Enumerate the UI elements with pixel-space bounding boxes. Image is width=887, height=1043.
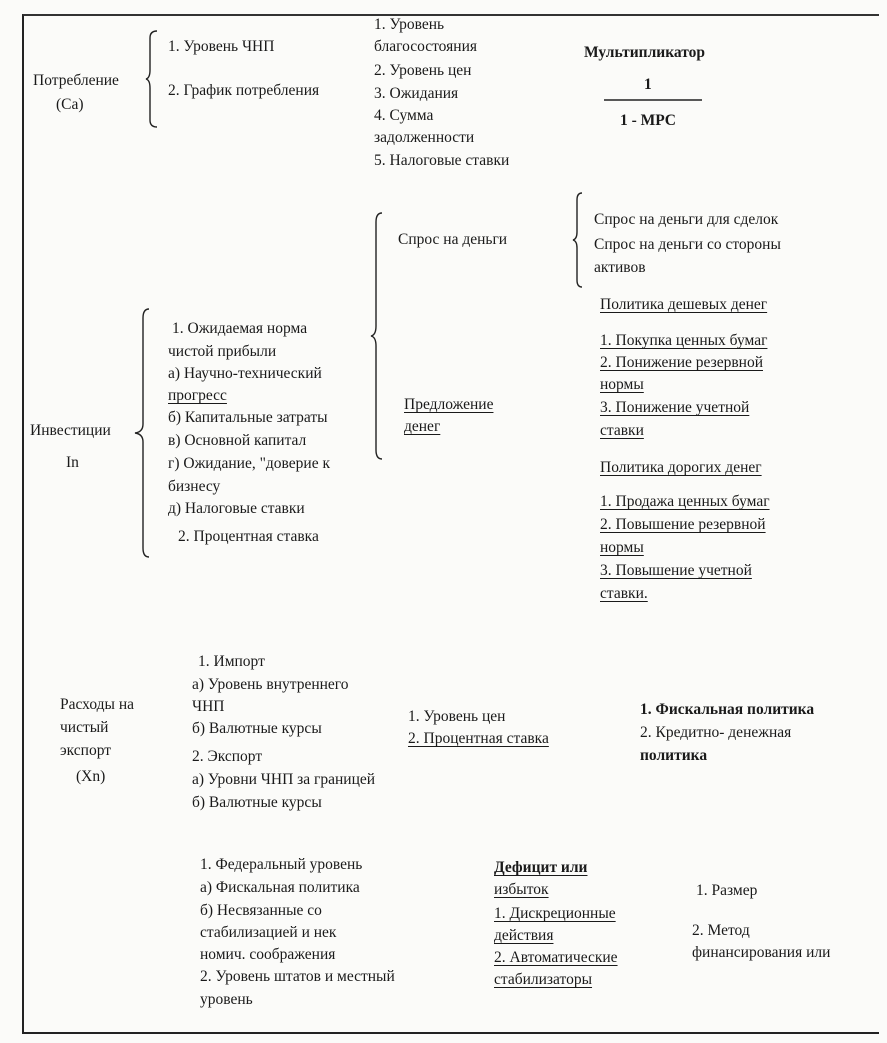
investment-factor: бизнесу <box>168 478 221 495</box>
investment-symbol: In <box>66 454 79 471</box>
government-factor: б) Несвязанные со <box>200 902 322 919</box>
investment-factor: д) Налоговые ставки <box>168 500 305 517</box>
money-demand: Спрос на деньги <box>398 231 508 248</box>
government-factor: 1. Федеральный уровень <box>200 856 363 873</box>
net-exports-middle: 1. Уровень цен <box>408 708 506 725</box>
consumption-determinant: 3. Ожидания <box>374 85 459 102</box>
dear-money-item: 3. Повышение учетной <box>600 562 752 579</box>
government-factor: 2. Уровень штатов и местный <box>200 968 395 985</box>
consumption-determinant: задолженности <box>374 129 475 146</box>
investment-factor: 2. Процентная ставка <box>178 528 319 545</box>
consumption-symbol: (Ca) <box>56 96 84 113</box>
investment-factor: чистой прибыли <box>168 343 277 360</box>
investment-factor: в) Основной капитал <box>168 432 307 449</box>
net-exports-policy: 2. Кредитно- денежная <box>640 724 792 741</box>
investment-brace <box>133 308 151 558</box>
net-exports-factor: 2. Экспорт <box>192 748 263 765</box>
deficit-item: Дефицит или <box>494 859 588 876</box>
investment-factor: б) Капитальные затраты <box>168 409 328 426</box>
dear-money-title: Политика дорогих денег <box>600 459 762 476</box>
dear-money-item: 2. Повышение резервной <box>600 516 766 533</box>
consumption-brace <box>145 30 159 128</box>
cheap-money-item: ставки <box>600 422 644 439</box>
money-demand-item: Спрос на деньги со стороны <box>594 236 781 253</box>
investment-factor: а) Научно-технический <box>168 365 322 382</box>
cheap-money-item: 3. Понижение учетной <box>600 399 750 416</box>
consumption-factor: 1. Уровень ЧНП <box>168 38 275 55</box>
investment-factor: 1. Ожидаемая норма <box>172 320 308 337</box>
deficit-item: стабилизаторы <box>494 971 593 988</box>
net-exports-label: экспорт <box>60 742 112 759</box>
government-factor: номич. соображения <box>200 946 336 963</box>
government-factor: уровень <box>200 991 253 1008</box>
net-exports-label: чистый <box>60 719 109 736</box>
investment-factor: г) Ожидание, "доверие к <box>168 455 330 472</box>
deficit-item: 2. Автоматические <box>494 949 618 966</box>
money-demand-brace <box>572 192 584 288</box>
cheap-money-item: 1. Покупка ценных бумаг <box>600 332 768 349</box>
government-right: 2. Метод <box>692 922 750 939</box>
money-demand-item: Спрос на деньги для сделок <box>594 211 779 228</box>
government-factor: а) Фискальная политика <box>200 879 360 896</box>
multiplier-title: Мультипликатор <box>584 44 706 61</box>
net-exports-middle: 2. Процентная ставка <box>408 730 549 747</box>
cheap-money-title: Политика дешевых денег <box>600 296 768 313</box>
government-right: 1. Размер <box>696 882 758 899</box>
consumption-determinant: 2. Уровень цен <box>374 62 472 79</box>
government-factor: стабилизацией и нек <box>200 924 337 941</box>
net-exports-factor: ЧНП <box>192 698 225 715</box>
money-supply: денег <box>404 418 441 435</box>
dear-money-item: ставки. <box>600 585 648 602</box>
consumption-determinant: 4. Сумма <box>374 107 434 124</box>
multiplier-denominator: 1 - MPC <box>620 112 676 129</box>
multiplier-numerator: 1 <box>644 76 652 93</box>
consumption-determinant: 5. Налоговые ставки <box>374 152 510 169</box>
consumption-factor: 2. График потребления <box>168 82 320 99</box>
net-exports-policy: политика <box>640 747 708 764</box>
consumption-determinant: 1. Уровень <box>374 16 445 33</box>
dear-money-item: нормы <box>600 539 644 556</box>
net-exports-factor: а) Уровень внутреннего <box>192 676 349 693</box>
fraction-line <box>604 99 704 103</box>
net-exports-factor: 1. Импорт <box>198 653 265 670</box>
dear-money-item: 1. Продажа ценных бумаг <box>600 493 770 510</box>
net-exports-policy: 1. Фискальная политика <box>640 701 815 718</box>
deficit-item: 1. Дискреционные <box>494 905 616 922</box>
deficit-item: действия <box>494 927 554 944</box>
government-right: финансирования или <box>692 944 831 961</box>
consumption-determinant: благосостояния <box>374 38 477 55</box>
investment-factor: прогресс <box>168 387 227 404</box>
net-exports-factor: б) Валютные курсы <box>192 720 322 737</box>
investment-label: Инвестиции <box>30 422 111 439</box>
net-exports-symbol: (Xn) <box>76 768 106 785</box>
net-exports-label: Расходы на <box>60 696 134 713</box>
net-exports-factor: а) Уровни ЧНП за границей <box>192 771 376 788</box>
cheap-money-item: нормы <box>600 376 644 393</box>
money-supply: Предложение <box>404 396 494 413</box>
cheap-money-item: 2. Понижение резервной <box>600 354 763 371</box>
deficit-item: избыток <box>494 881 549 898</box>
money-brace <box>370 212 384 460</box>
net-exports-factor: б) Валютные курсы <box>192 794 322 811</box>
money-demand-item: активов <box>594 259 646 276</box>
consumption-label: Потребление <box>33 72 119 89</box>
